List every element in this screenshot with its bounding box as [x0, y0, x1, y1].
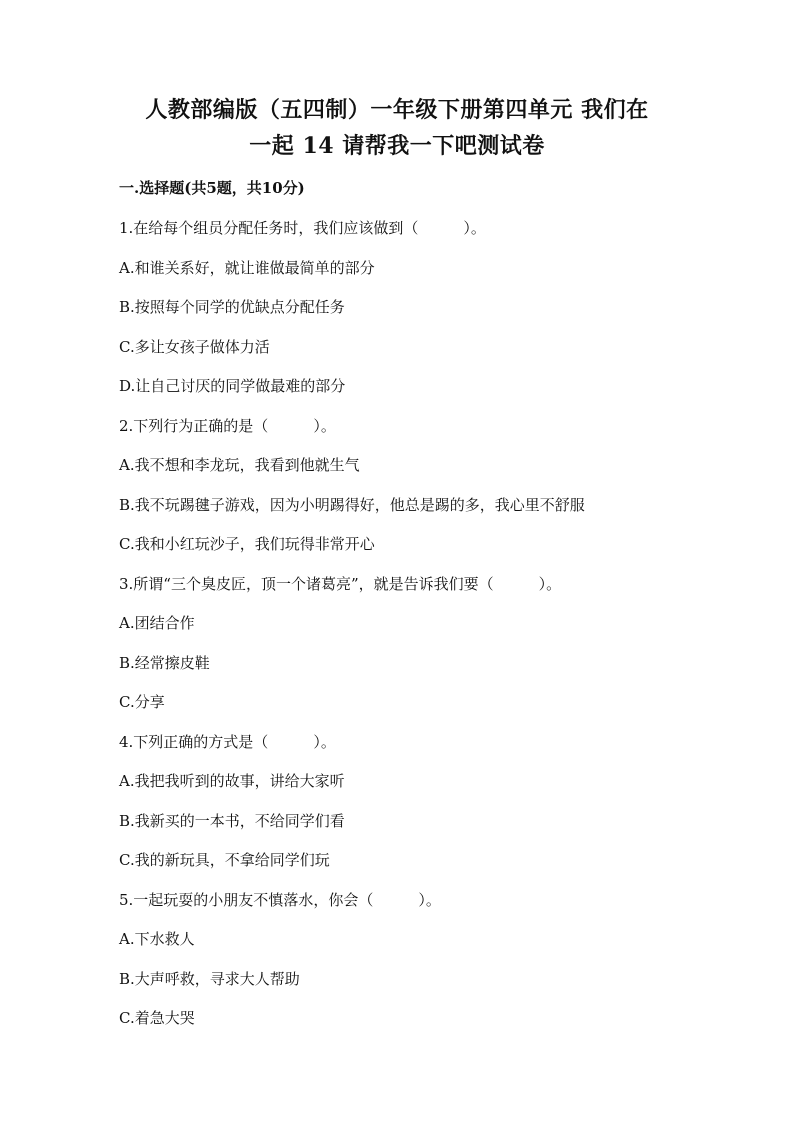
title-line-1: 人教部编版（五四制）一年级下册第四单元 我们在	[145, 97, 649, 123]
question-1-stem: 1.在给每个组员分配任务时，我们应该做到（ ）。	[119, 219, 486, 237]
question-3-option-b: B.经常擦皮鞋	[119, 653, 210, 672]
question-3-option-c: C.分享	[119, 693, 165, 711]
question-2-option-c: C.我和小红玩沙子，我们玩得非常开心	[119, 535, 375, 553]
question-5-stem: 5.一起玩耍的小朋友不慎落水，你会（ ）。	[119, 890, 441, 909]
title-line-2: 一起 14 请帮我一下吧测试卷	[249, 133, 545, 159]
question-list	[119, 218, 739, 1048]
question-5-option-b: B.大声呼救，寻求大人帮助	[119, 969, 300, 988]
question-1-option-a: A.和谁关系好，就让谁做最简单的部分	[119, 258, 375, 277]
question-4-option-b: B.我新买的一本书，不给同学们看	[119, 811, 345, 830]
question-1-option-d: D.让自己讨厌的同学做最难的部分	[119, 377, 346, 395]
section-heading: 一.选择题(共5题，共10分)	[119, 179, 305, 197]
question-2-stem: 2.下列行为正确的是（ ）。	[119, 416, 336, 435]
question-4-option-c: C.我的新玩具，不拿给同学们玩	[119, 851, 330, 869]
question-1-option-b: B.按照每个同学的优缺点分配任务	[119, 298, 345, 316]
question-2-option-b: B.我不玩踢毽子游戏，因为小明踢得好，他总是踢的多，我心里不舒服	[119, 495, 585, 514]
question-5-option-a: A.下水救人	[119, 930, 195, 948]
question-2-option-a: A.我不想和李龙玩，我看到他就生气	[119, 456, 360, 474]
question-3-stem: 3.所谓“三个臭皮匠，顶一个诸葛亮”，就是告诉我们要（ ）。	[119, 574, 562, 593]
question-4-stem: 4.下列正确的方式是（ ）。	[119, 732, 336, 751]
question-1-option-c: C.多让女孩子做体力活	[119, 337, 270, 356]
question-4-option-a: A.我把我听到的故事，讲给大家听	[119, 772, 345, 790]
page-title	[110, 92, 684, 164]
question-3-option-a: A.团结合作	[119, 614, 195, 632]
question-5-option-c: C.着急大哭	[119, 1009, 195, 1027]
